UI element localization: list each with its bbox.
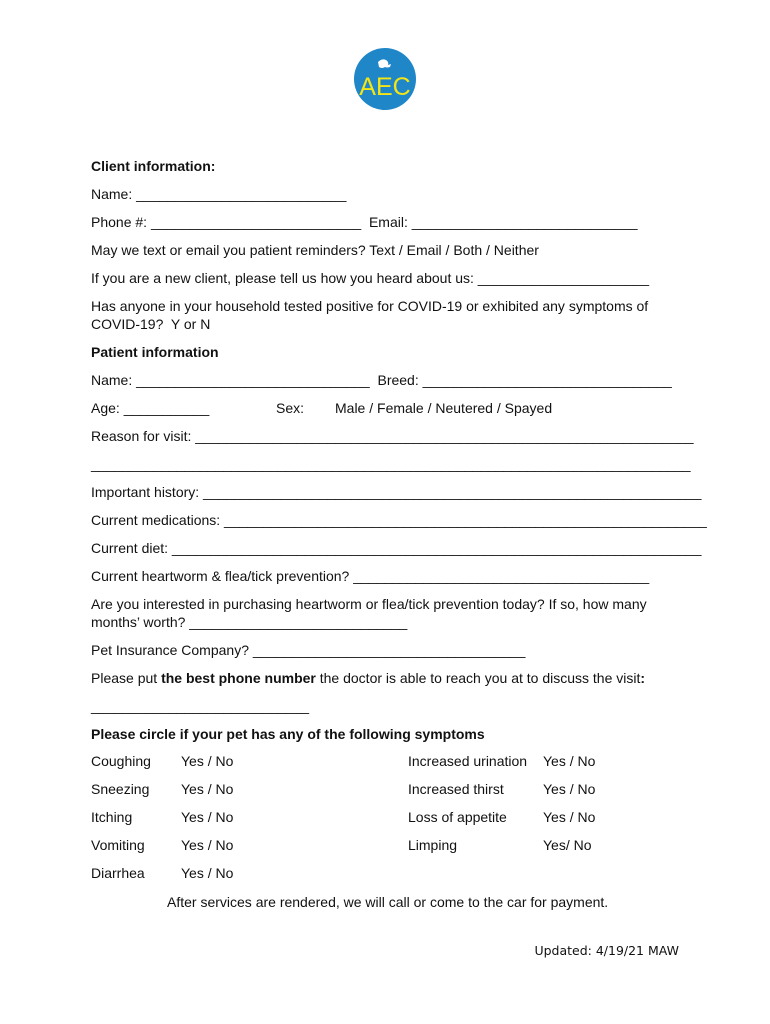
clinic-logo xyxy=(354,48,416,110)
symptom-answer[interactable]: Yes / No xyxy=(181,809,234,825)
covid-question-line2: COVID-19? Y or N xyxy=(91,316,211,332)
symptom-answer[interactable]: Yes / No xyxy=(181,837,234,853)
symptoms-heading: Please circle if your pet has any of the following symptoms xyxy=(91,726,485,742)
symptom-answer[interactable]: Yes / No xyxy=(181,753,234,769)
sex-options[interactable]: Male / Female / Neutered / Spayed xyxy=(335,400,553,416)
client-heading: Client information: xyxy=(91,158,216,174)
symptom-label: Loss of appetite xyxy=(408,809,507,825)
symptom-label: Increased urination xyxy=(408,753,528,769)
symptom-answer[interactable]: Yes / No xyxy=(543,781,596,797)
best-phone-post: the doctor is able to reach you at to discuss the visit xyxy=(315,670,641,686)
symptom-label: Vomiting xyxy=(91,837,145,853)
patient-name-breed-field[interactable]: Name: ______________________________ Breed: ________________________________ xyxy=(91,372,672,388)
dog-icon xyxy=(378,59,391,68)
updated-footer: Updated: 4/19/21 MAW xyxy=(534,943,679,958)
heartworm-field[interactable]: Current heartworm & flea/tick prevention? ______________________________________ xyxy=(91,568,650,584)
diet-field[interactable]: Current diet: ____________________________________________________________________ xyxy=(91,540,702,556)
best-phone-pre: Please put xyxy=(91,670,162,686)
best-phone-field[interactable]: ____________________________ xyxy=(91,698,310,714)
symptom-answer[interactable]: Yes / No xyxy=(543,809,596,825)
prevention-interest-line2[interactable]: months’ worth? ____________________________ xyxy=(91,614,408,630)
symptom-answer[interactable]: Yes / No xyxy=(181,865,234,881)
client-name-field[interactable]: Name: ___________________________ xyxy=(91,186,347,202)
symptom-label: Increased thirst xyxy=(408,781,504,797)
history-field[interactable]: Important history: ________________________________________________________________ xyxy=(91,484,702,500)
client-phone-email-field[interactable]: Phone #: ___________________________ Email: _____________________________ xyxy=(91,214,638,230)
patient-heading: Patient information xyxy=(91,344,219,360)
symptom-label: Sneezing xyxy=(91,781,150,797)
symptom-label: Diarrhea xyxy=(91,865,145,881)
symptom-answer[interactable]: Yes / No xyxy=(543,753,596,769)
prevention-interest-line1: Are you interested in purchasing heartworm or flea/tick prevention today? If so, how many xyxy=(91,596,647,612)
sex-label: Sex: xyxy=(276,400,305,416)
symptom-label: Limping xyxy=(408,837,458,853)
symptom-label: Itching xyxy=(91,809,133,825)
reason-field[interactable]: Reason for visit: ________________________________________________________________ xyxy=(91,428,694,444)
medications-field[interactable]: Current medications: ______________________________________________________________ xyxy=(91,512,707,528)
best-phone-emphasis: the best phone number xyxy=(161,670,316,686)
logo-text: AEC xyxy=(359,73,411,101)
symptom-answer[interactable]: Yes / No xyxy=(181,781,234,797)
covid-question-line1: Has anyone in your household tested positive for COVID-19 or exhibited any symptoms of xyxy=(91,298,649,314)
best-phone-prompt xyxy=(91,669,645,687)
heard-about-field[interactable]: If you are a new client, please tell us how you heard about us: ______________________ xyxy=(91,270,650,286)
best-phone-colon: : xyxy=(640,670,646,686)
payment-note: After services are rendered, we will call or come to the car for payment. xyxy=(167,894,609,910)
symptom-answer[interactable]: Yes/ No xyxy=(543,837,592,853)
symptom-label: Coughing xyxy=(91,753,151,769)
reason-continuation-field[interactable]: _____________________________________________________________________________ xyxy=(91,456,691,472)
reminders-question: May we text or email you patient reminders? Text / Email / Both / Neither xyxy=(91,242,539,258)
patient-age-field[interactable]: Age: ___________ xyxy=(91,400,210,416)
insurance-field[interactable]: Pet Insurance Company? ___________________________________ xyxy=(91,642,526,658)
